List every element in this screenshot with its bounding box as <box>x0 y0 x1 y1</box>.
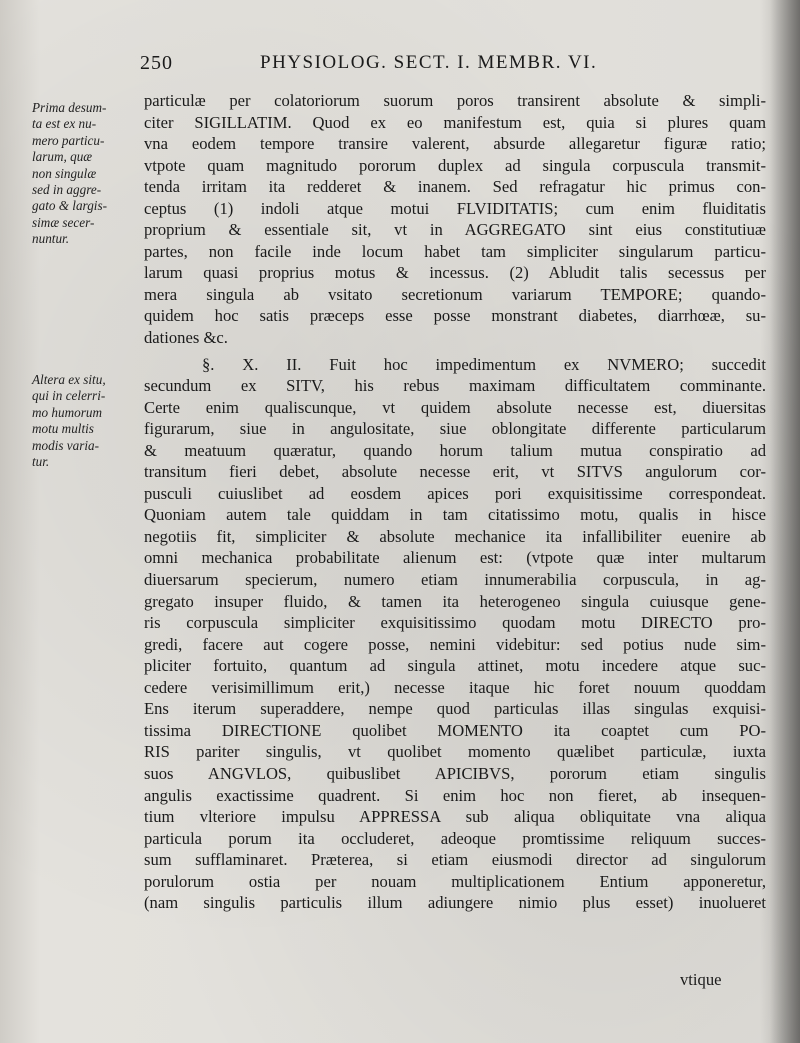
body-line: proprium & essentiale sit, vt in AGGREGATO sint eius constitutiuæ <box>144 220 766 240</box>
margin-note-line: mo humorum <box>32 404 102 420</box>
margin-note-line: nuntur. <box>32 231 70 247</box>
body-line: vna eodem tempore transire valerent, absurde allegaretur figuræ ratio; <box>144 134 766 154</box>
margin-note-line: gato & largis- <box>32 198 107 214</box>
body-line: gredi, facere aut cogere posse, nemini videbitur: sed potius nude sim- <box>144 634 766 654</box>
body-line: Quoniam autem tale quiddam in tam citatissimo motu, qualis in hisce <box>144 505 766 525</box>
body-line: diuersarum specierum, numero etiam innumerabilia corpuscula, in ag- <box>144 570 766 590</box>
margin-note-line: Prima desum- <box>32 100 107 115</box>
body-line: & meatuum quæratur, quando horum talium mutua conspiratio ad <box>144 440 766 460</box>
body-line: transitum fieri debet, absolute necesse erit, vt SITVS angulorum cor- <box>144 462 766 482</box>
body-line: figurarum, siue in angulositate, siue oblongitate differente particularum <box>144 419 766 439</box>
body-line: tissima DIRECTIONE quolibet MOMENTO ita coaptet cum PO- <box>144 720 766 740</box>
body-line: Ens iterum superaddere, nempe quod particulas illas singulas exquisi- <box>144 699 766 719</box>
margin-note-line: ta est ex nu- <box>32 116 97 132</box>
margin-note-line: simæ secer- <box>32 214 95 230</box>
body-line: Certe enim qualiscunque, vt quidem absolute necesse est, diuersitas <box>144 397 766 417</box>
body-line: tium vlteriore impulsu APPRESSA sub aliqua obliquitate vna aliqua <box>144 807 766 827</box>
body-line: dationes &c. <box>144 328 228 348</box>
body-line: gregato insuper fluido, & tamen ita heterogeneo singula cuiusque gene- <box>144 591 766 611</box>
margin-note-line: non singulæ <box>32 165 97 181</box>
body-line: omni mechanica probabilitate alienum est: (vtpote quæ inter multarum <box>144 548 766 568</box>
margin-note-line: sed in aggre- <box>32 182 102 198</box>
margin-note-line: larum, quæ <box>32 149 93 165</box>
body-line: (nam singulis particulis illum adiungere nimio plus esset) inuolueret <box>144 893 766 913</box>
body-line: pliciter fortuito, quantum ad singula attinet, motu incedere atque suc- <box>144 656 766 676</box>
body-line: citer SIGILLATIM. Quod ex eo manifestum est, quia si plures quam <box>144 112 766 132</box>
body-line: particulæ per colatoriorum suorum poros transirent absolute & simpli- <box>144 91 766 110</box>
body-line: tenda irritam ita redderet & inanem. Sed refragatur hic primus con- <box>144 177 766 197</box>
body-line: sum sufflaminaret. Præterea, si etiam eiusmodi director ad singulorum <box>144 850 766 870</box>
margin-note-1 <box>32 100 134 248</box>
catchword: vtique <box>680 970 722 989</box>
body-text <box>144 90 766 914</box>
body-line: particula porum ita occluderet, adeoque promtissime reliquum succes- <box>144 828 766 848</box>
body-line: mera singula ab vsitato secretionum variarum TEMPORE; quando- <box>144 284 766 304</box>
body-line: pusculi cuiuslibet ad eosdem apices pori exquisitissime correspondeat. <box>144 483 766 503</box>
body-line: suos ANGVLOS, quibuslibet APICIBVS, pororum etiam singulis <box>144 763 766 783</box>
body-line: cedere verisimillimum erit,) necesse itaque hic foret nouum quoddam <box>144 677 766 697</box>
margin-note-line: modis varia- <box>32 437 100 453</box>
margin-note-line: mero particu- <box>32 132 105 148</box>
body-line: ceptus (1) indoli atque motui FLVIDITATIS; cum enim fluiditatis <box>144 198 766 218</box>
margin-note-line: qui in celerri- <box>32 388 106 404</box>
page-header <box>140 48 760 76</box>
body-line: negotiis fit, simpliciter & absolute mechanice ita infallibiliter euenire ab <box>144 526 766 546</box>
body-line: partes, non facile inde locum habet tam simpliciter singularum particu- <box>144 241 766 261</box>
body-line: larum quasi proprius motus & incessus. (2) Abludit talis secessus per <box>144 263 766 283</box>
body-line: angulis exactissime quadrent. Si enim hoc non fieret, ab insequen- <box>144 785 766 805</box>
body-line: §. X. II. Fuit hoc impedimentum ex NVMERO; succedit <box>202 354 766 374</box>
page-number: 250 <box>140 52 173 74</box>
body-line: vtpote quam magnitudo pororum duplex ad singula corpuscula transmit- <box>144 155 766 175</box>
margin-note-line: tur. <box>32 454 50 470</box>
margin-note-2 <box>32 372 134 470</box>
page-edge-shadow <box>770 0 800 1043</box>
body-line: porulorum ostia per nouam multiplicationem Entium apponeretur, <box>144 871 766 891</box>
margin-note-line: Altera ex situ, <box>32 372 106 387</box>
running-title: PHYSIOLOG. SECT. I. MEMBR. VI. <box>260 52 598 73</box>
body-line: quidem hoc satis præceps esse posse monstrant diabetes, diarrhœæ, su- <box>144 306 766 326</box>
body-line: RIS pariter singulis, vt quolibet momento quælibet particulæ, iuxta <box>144 742 766 762</box>
margin-note-line: motu multis <box>32 421 94 437</box>
body-line: ris corpuscula simpliciter exquisitissimo quodam motu DIRECTO pro- <box>144 613 766 633</box>
body-line: secundum ex SITV, his rebus maximam difficultatem comminante. <box>144 376 766 396</box>
